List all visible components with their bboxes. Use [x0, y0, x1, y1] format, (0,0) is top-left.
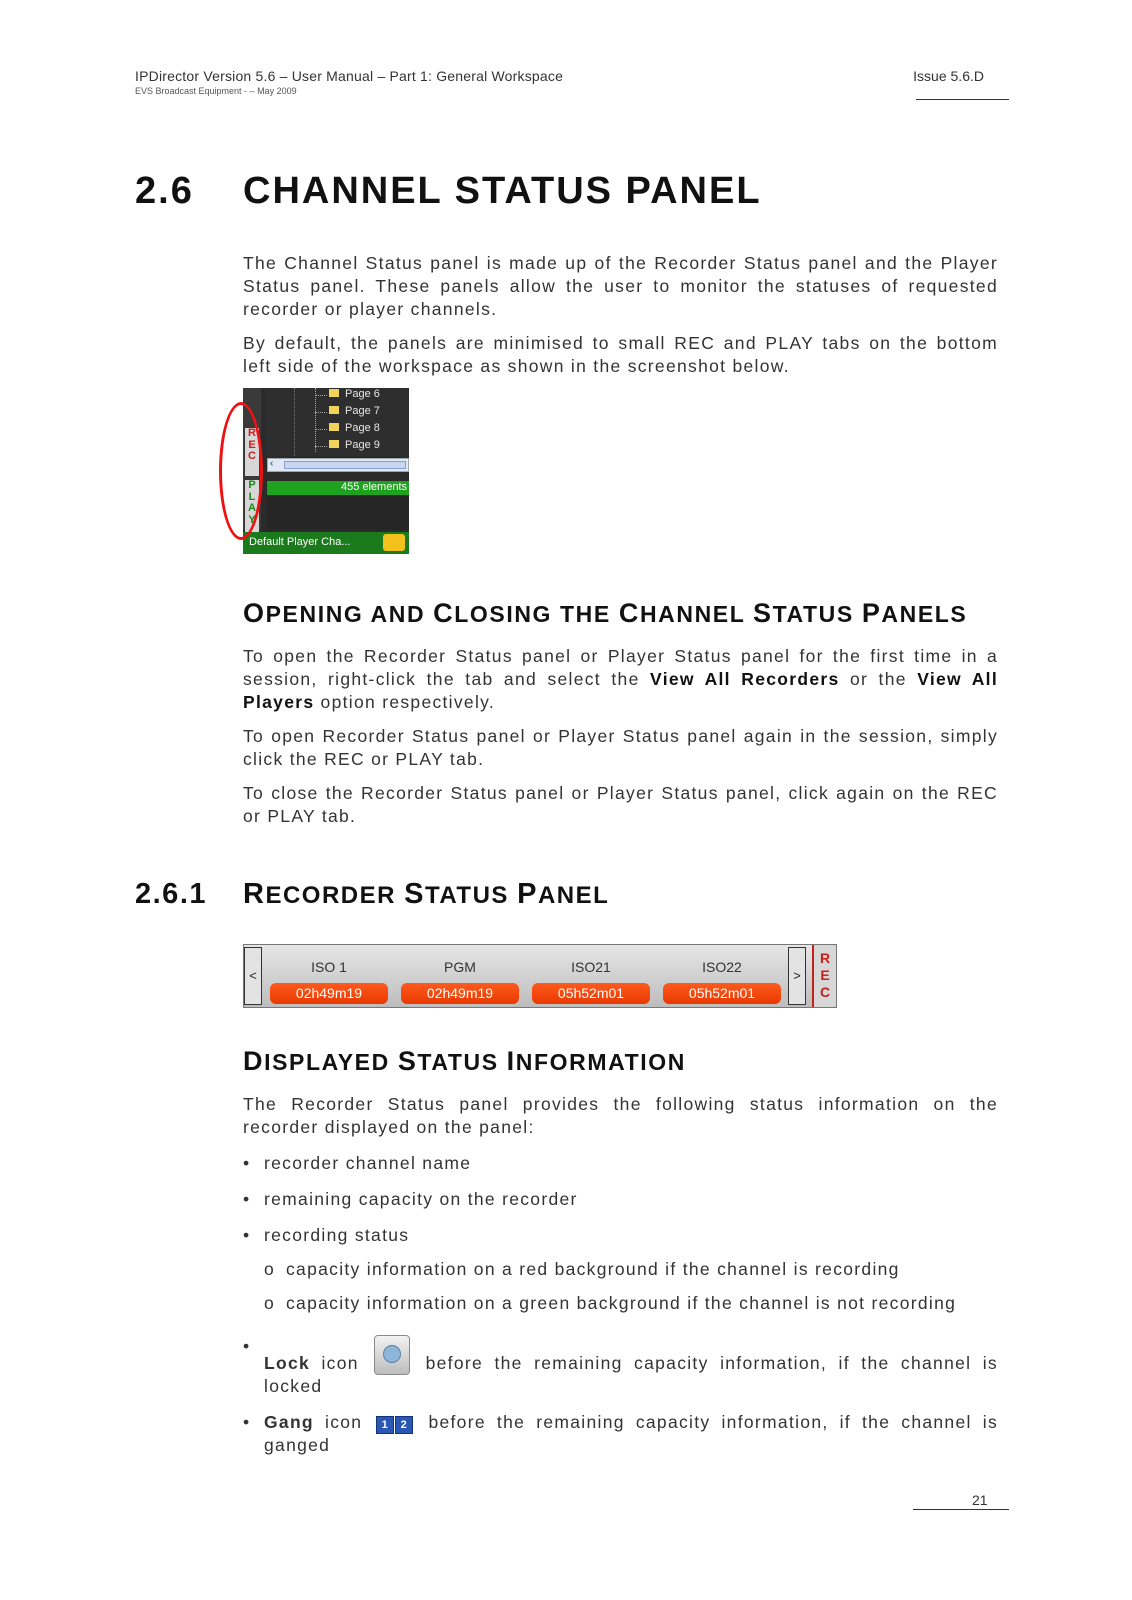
scroll-left-icon[interactable]: ‹ [270, 458, 274, 469]
displayed-section [243, 1046, 998, 1457]
opening-section [243, 598, 998, 828]
list-item: o capacity information on a green background if the channel is not recording [264, 1293, 957, 1313]
section-title: CHANNEL STATUS PANEL [243, 170, 762, 212]
icon-info-list [243, 1335, 998, 1457]
scrollbar-thumb[interactable] [284, 461, 406, 469]
folder-icon [329, 389, 339, 397]
channel-name: PGM [444, 959, 476, 975]
tree-item[interactable]: Page 9 [329, 439, 380, 451]
scroll-left-button[interactable]: < [244, 947, 262, 1005]
channel-name: ISO 1 [311, 959, 347, 975]
opening-paragraph-2: To open Recorder Status panel or Player Status panel again in the session, simply click the REC or PLAY tab. [243, 726, 998, 769]
header-title: IPDirector Version 5.6 – User Manual – Part 1: General Workspace [135, 68, 564, 84]
list-item: • recorder channel name [243, 1153, 472, 1173]
rec-tab[interactable]: R E C [245, 428, 259, 476]
page-number: 21 [972, 1492, 988, 1508]
elements-count-bar [267, 481, 409, 495]
section-number: 2.6 [135, 170, 194, 212]
opening-heading: OPENING AND CLOSING THE CHANNEL STATUS PANELS [243, 598, 968, 628]
horizontal-scrollbar[interactable] [267, 458, 409, 472]
opening-paragraph-3: To close the Recorder Status panel or Player Status panel, click again on the REC or PLAY tab. [243, 783, 998, 826]
recording-status-sublist [243, 1258, 998, 1315]
tree-item[interactable]: Page 8 [329, 422, 380, 434]
header-issue: Issue 5.6.D [913, 68, 984, 84]
section-heading [135, 170, 762, 213]
tree-item[interactable]: Page 6 [329, 388, 380, 400]
page-header [135, 68, 563, 96]
recorder-channel[interactable] [268, 945, 390, 1007]
channel-capacity: 02h49m19 [270, 983, 388, 1004]
subsection-heading: 2.6.1 RECORDER STATUS PANEL [135, 878, 610, 910]
list-item: • recording status [243, 1225, 410, 1245]
channel-name: ISO22 [702, 959, 742, 975]
play-tab[interactable]: P L A Y [245, 480, 259, 540]
status-info-list [243, 1152, 998, 1247]
intro-paragraph-2: By default, the panels are minimised to small REC and PLAY tabs on the bottom left side of the workspace as shown in the screenshot below. [243, 333, 998, 376]
lock-icon [374, 1335, 410, 1375]
channel-name: ISO21 [571, 959, 611, 975]
list-item: • remaining capacity on the recorder [243, 1189, 578, 1209]
opening-paragraph-1: To open the Recorder Status panel or Player Status panel for the first time in a session, right-click the tab and select the View All Recorders or the View All Players option respectively. [243, 646, 999, 712]
scroll-right-button[interactable]: > [788, 947, 806, 1005]
recorder-channel[interactable] [530, 945, 652, 1007]
header-subtitle: EVS Broadcast Equipment - – May 2009 [135, 86, 297, 96]
recorder-channel[interactable] [661, 945, 783, 1007]
tree-item[interactable]: Page 7 [329, 405, 380, 417]
list-item: • Lock icon before the remaining capacity information, if the channel is locked [243, 1336, 998, 1396]
list-item: o capacity information on a red background if the channel is recording [264, 1259, 900, 1279]
section-intro [243, 252, 998, 378]
folder-icon [329, 406, 339, 414]
rec-tab[interactable]: R E C [812, 945, 836, 1007]
displayed-heading: DISPLAYED STATUS INFORMATION [243, 1046, 686, 1076]
channel-capacity: 05h52m01 [663, 983, 781, 1004]
recorder-channel[interactable] [399, 945, 521, 1007]
footer-rule [913, 1509, 1009, 1510]
channel-capacity: 05h52m01 [532, 983, 650, 1004]
default-player-label: Default Player Cha... [249, 536, 351, 548]
intro-paragraph-1: The Channel Status panel is made up of the Recorder Status panel and the Player Status panel. These panels allow the user to monitor the statuses of requested recorder or player channels. [243, 253, 998, 319]
gang-icon: 1 2 [376, 1411, 414, 1434]
header-rule [916, 99, 1009, 100]
channel-capacity: 02h49m19 [401, 983, 519, 1004]
workspace-tabs-screenshot [243, 388, 409, 554]
tree-view [267, 388, 409, 456]
folder-icon [329, 423, 339, 431]
default-player-bar[interactable] [243, 532, 409, 554]
highlight-circle [219, 402, 263, 540]
list-item: • Gang icon 1 2 before the remaining capacity information, if the channel is ganged [243, 1412, 998, 1455]
folder-icon [329, 440, 339, 448]
elements-count: 455 elements [340, 481, 407, 493]
player-button-icon[interactable] [383, 534, 405, 551]
displayed-intro: The Recorder Status panel provides the following status information on the recorder displayed on the panel: [243, 1094, 998, 1137]
recorder-status-panel [243, 944, 837, 1008]
